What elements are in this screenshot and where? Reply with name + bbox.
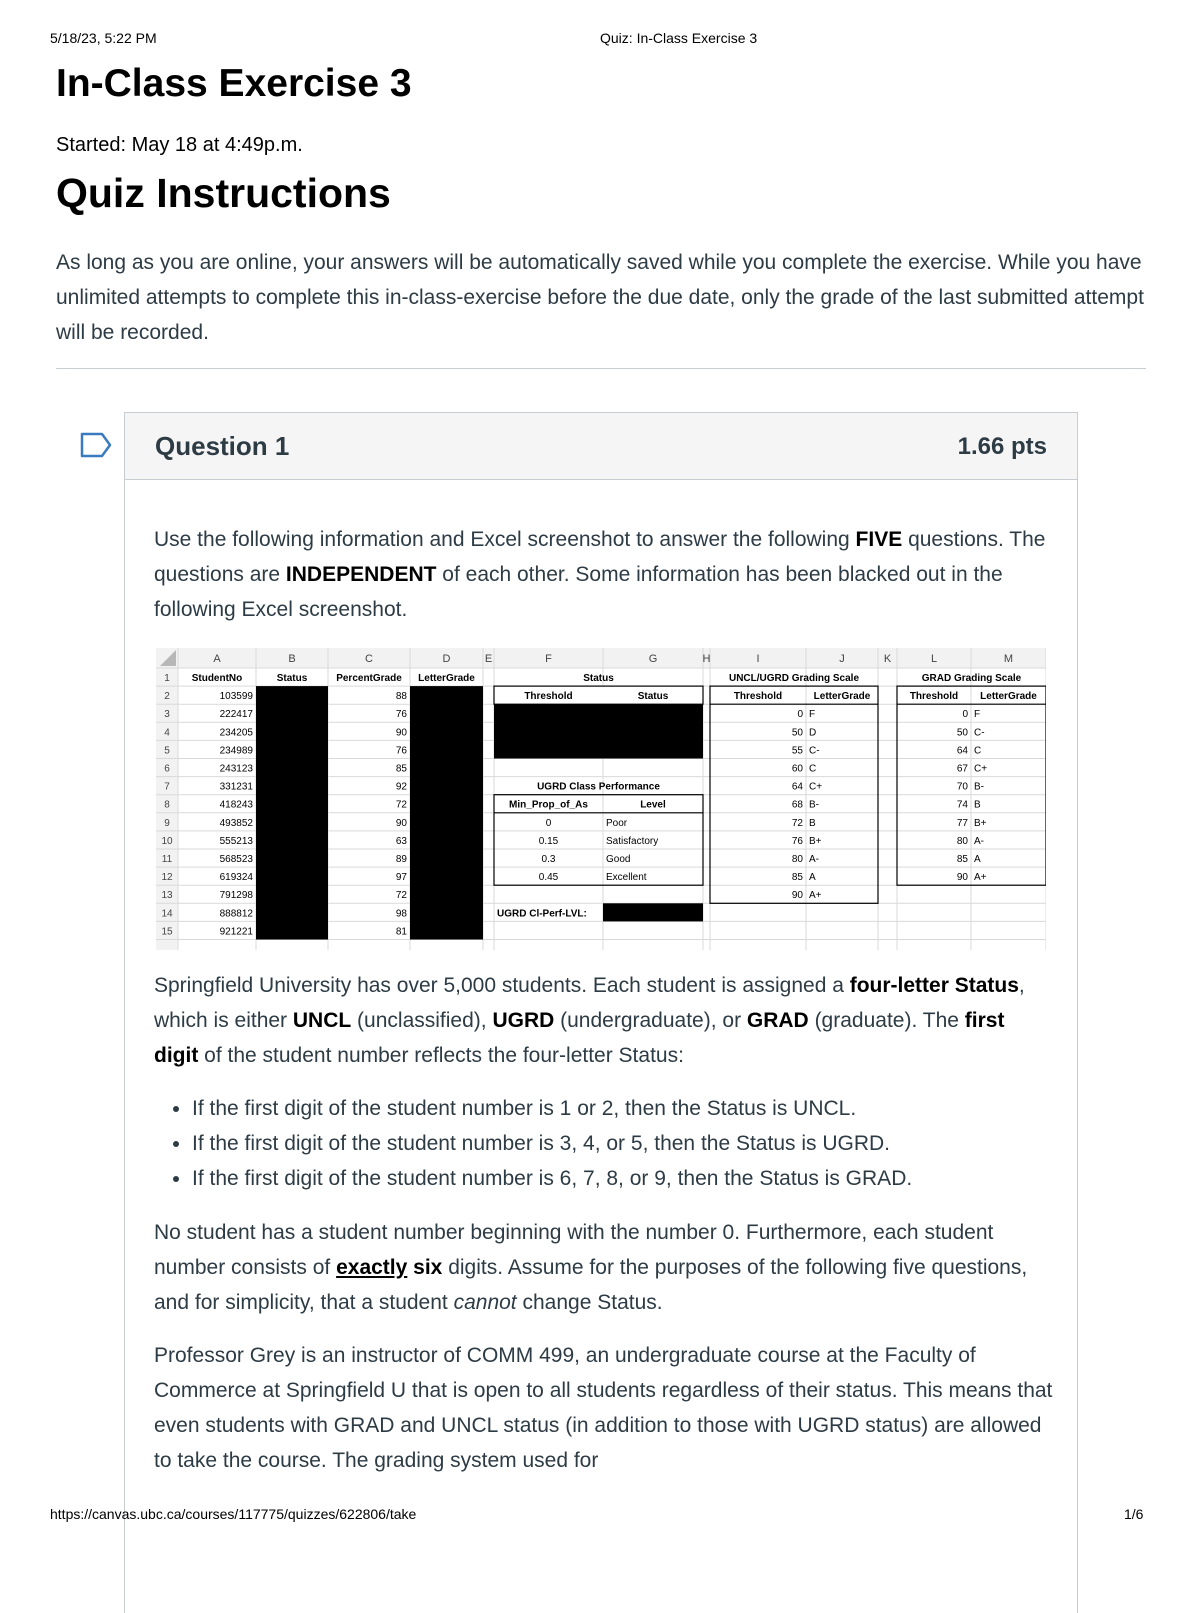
excel-uncl-grade: A+ bbox=[809, 890, 822, 902]
excel-grad-threshold: 70 bbox=[956, 781, 968, 793]
excel-grad-grade: F bbox=[974, 709, 981, 721]
excel-grad-grade: C+ bbox=[974, 763, 988, 775]
quiz-instructions-text: As long as you are online, your answers will be automatically saved while you complete the exercise. While you have unlimited attempts to complete this in-class-exercise before the due date, only the grade of the last submitted attempt will be recorded. bbox=[56, 251, 1144, 344]
list-item: • If the first digit of the student number is 3, 4, or 5, then the Status is UGRD. bbox=[192, 1126, 912, 1161]
excel-uncl-threshold: 68 bbox=[791, 799, 803, 811]
excel-grad-grade: B- bbox=[974, 781, 984, 793]
excel-row-number: 15 bbox=[161, 926, 173, 938]
excel-cell-percentgrade: 72 bbox=[395, 799, 407, 811]
question-title: Question 1 bbox=[155, 431, 290, 461]
print-page-title: Quiz: In-Class Exercise 3 bbox=[600, 30, 758, 46]
excel-grad-grade: A- bbox=[974, 835, 984, 847]
excel-cell-studentno: 243123 bbox=[219, 763, 253, 775]
quiz-title: In-Class Exercise 3 bbox=[56, 62, 412, 105]
question-intro: Use the following information and Excel screenshot to answer the following FIVE questions. The questions are INDEPENDENT of each other. Some information has been blacked out in the following Excel screenshot. bbox=[154, 528, 1046, 621]
excel-cell-studentno: 418243 bbox=[219, 799, 253, 811]
excel-ugrd-perf-h1: Min_Prop_of_As bbox=[509, 799, 588, 811]
excel-uncl-grade: A- bbox=[809, 854, 819, 865]
excel-cell-percentgrade: 92 bbox=[395, 781, 407, 793]
status-rules-list bbox=[154, 1091, 912, 1196]
flag-question-icon[interactable] bbox=[80, 432, 112, 463]
excel-uncl-scale-h2: LetterGrade bbox=[813, 691, 871, 703]
excel-uncl-grade: C- bbox=[809, 745, 820, 757]
excel-grad-grade: A+ bbox=[974, 872, 987, 884]
professor-paragraph: Professor Grey is an instructor of COMM 499, an undergraduate course at the Faculty of Commerce at Springfield U that is open to all students regardless of their status. This means that even students with GRAD and UNCL status (in addition to those with UGRD status) are allowed to take the course. The grading system used for bbox=[154, 1344, 1053, 1472]
excel-row-number: 6 bbox=[164, 763, 170, 775]
excel-column-letter: D bbox=[442, 653, 451, 665]
excel-uncl-threshold: 55 bbox=[791, 745, 803, 757]
quiz-instructions-heading: Quiz Instructions bbox=[56, 170, 391, 216]
excel-cell-studentno: 921221 bbox=[219, 926, 253, 938]
excel-ugrd-perf-level: Excellent bbox=[606, 872, 647, 884]
excel-uncl-scale-title: UNCL/UGRD Grading Scale bbox=[728, 673, 860, 684]
excel-cell-studentno: 888812 bbox=[219, 908, 253, 920]
excel-column-letter: E bbox=[484, 653, 493, 665]
excel-header-status: Status bbox=[276, 673, 308, 684]
excel-grad-grade: C- bbox=[974, 727, 985, 739]
excel-screenshot bbox=[156, 648, 1046, 950]
list-item: • If the first digit of the student number is 6, 7, 8, or 9, then the Status is GRAD. bbox=[192, 1161, 912, 1196]
excel-ugrd-perf-h2: Level bbox=[640, 799, 666, 811]
question-points: 1.66 pts bbox=[957, 433, 1047, 460]
excel-uncl-grade: D bbox=[809, 727, 817, 739]
excel-uncl-grade: B- bbox=[809, 799, 819, 811]
excel-uncl-grade: A bbox=[809, 872, 816, 884]
excel-row-number: 5 bbox=[164, 745, 170, 757]
excel-row-number: 14 bbox=[161, 908, 173, 920]
excel-uncl-threshold: 50 bbox=[791, 727, 803, 739]
excel-column-letter: H bbox=[702, 653, 711, 665]
excel-uncl-threshold: 85 bbox=[791, 872, 803, 884]
excel-cell-percentgrade: 81 bbox=[395, 926, 407, 938]
excel-cell-studentno: 222417 bbox=[219, 709, 253, 721]
excel-grad-grade: B+ bbox=[974, 817, 987, 829]
excel-grad-scale-h2: LetterGrade bbox=[980, 691, 1037, 703]
excel-ugrd-perf-prop: 0.15 bbox=[538, 835, 559, 847]
excel-row-number: 9 bbox=[164, 817, 170, 829]
excel-blackout-lettergrade bbox=[410, 686, 483, 939]
excel-header-lettergrade: LetterGrade bbox=[418, 673, 475, 684]
excel-column-letter: I bbox=[756, 653, 760, 665]
excel-cell-percentgrade: 76 bbox=[395, 709, 407, 721]
excel-cell-studentno: 234205 bbox=[219, 727, 253, 739]
excel-cell-studentno: 791298 bbox=[219, 890, 253, 902]
excel-uncl-grade: C+ bbox=[809, 781, 823, 793]
excel-grad-threshold: 74 bbox=[956, 799, 968, 811]
print-url: https://canvas.ubc.ca/courses/117775/quizzes/622806/take bbox=[50, 1506, 417, 1522]
excel-cell-percentgrade: 90 bbox=[395, 817, 407, 829]
excel-row-number: 10 bbox=[161, 835, 173, 847]
excel-cell-studentno: 234989 bbox=[219, 745, 253, 757]
excel-grad-grade: A bbox=[974, 854, 981, 865]
excel-cell-percentgrade: 88 bbox=[395, 691, 407, 703]
excel-uncl-threshold: 80 bbox=[791, 854, 803, 865]
excel-ugrd-perf-level: Good bbox=[606, 854, 631, 865]
excel-status-table-title: Status bbox=[583, 673, 614, 684]
excel-status-table-h2: Status bbox=[637, 691, 669, 703]
excel-cell-studentno: 331231 bbox=[219, 781, 253, 793]
excel-cell-percentgrade: 97 bbox=[395, 872, 407, 884]
excel-ugrd-perf-level: Poor bbox=[606, 817, 628, 829]
excel-grad-grade: C bbox=[974, 745, 982, 757]
excel-ugrd-perf-prop: 0.3 bbox=[541, 854, 556, 865]
excel-uncl-threshold: 64 bbox=[791, 781, 803, 793]
excel-status-table-h1: Threshold bbox=[524, 691, 573, 703]
excel-cell-studentno: 619324 bbox=[219, 872, 253, 884]
excel-ugrd-perf-level: Satisfactory bbox=[606, 835, 659, 847]
excel-grad-threshold: 0 bbox=[962, 709, 968, 721]
excel-row-number: 7 bbox=[164, 781, 170, 793]
excel-row-number: 1 bbox=[164, 673, 170, 684]
excel-uncl-threshold: 0 bbox=[797, 709, 803, 721]
divider bbox=[56, 368, 1146, 369]
excel-column-letter: K bbox=[883, 653, 892, 665]
excel-header-percentgrade: PercentGrade bbox=[336, 673, 402, 684]
excel-column-letter: C bbox=[365, 653, 373, 665]
excel-blackout-status bbox=[256, 686, 328, 939]
excel-grad-scale-title: GRAD Grading Scale bbox=[921, 673, 1022, 684]
excel-uncl-grade: B bbox=[809, 817, 816, 829]
excel-ugrd-perf-prop: 0 bbox=[545, 817, 552, 829]
excel-row-number: 13 bbox=[161, 890, 173, 902]
excel-cell-studentno: 103599 bbox=[219, 691, 253, 703]
excel-row-number: 3 bbox=[164, 709, 170, 721]
excel-cell-percentgrade: 63 bbox=[395, 835, 407, 847]
excel-row-number: 4 bbox=[164, 727, 170, 739]
excel-column-letter: M bbox=[1003, 653, 1014, 665]
excel-blackout-ugrd-perf-result bbox=[603, 903, 703, 921]
excel-grad-scale-h1: Threshold bbox=[909, 691, 959, 703]
excel-grad-threshold: 80 bbox=[956, 835, 968, 847]
excel-ugrd-perf-prop: 0.45 bbox=[538, 872, 559, 884]
excel-blackout-status-table bbox=[494, 704, 703, 758]
excel-uncl-grade: C bbox=[809, 763, 817, 775]
excel-uncl-threshold: 76 bbox=[791, 835, 803, 847]
excel-column-letter: B bbox=[288, 653, 296, 665]
excel-uncl-scale-h1: Threshold bbox=[733, 691, 783, 703]
excel-grad-threshold: 50 bbox=[956, 727, 968, 739]
question-header bbox=[125, 413, 1077, 480]
excel-ugrd-perf-result-label: UGRD Cl-Perf-LVL: bbox=[497, 908, 587, 920]
excel-grad-threshold: 85 bbox=[956, 854, 968, 865]
excel-uncl-threshold: 90 bbox=[791, 890, 803, 902]
student-number-paragraph: No student has a student number beginning with the number 0. Furthermore, each student number consists of exactly six digits. Assume for the purposes of the following five questions, and for simplicity, that a student cannot change Status. bbox=[154, 1221, 1028, 1314]
excel-cell-percentgrade: 76 bbox=[395, 745, 407, 757]
print-page-number: 1/6 bbox=[1124, 1506, 1144, 1522]
excel-cell-percentgrade: 85 bbox=[395, 763, 407, 775]
excel-cell-studentno: 568523 bbox=[219, 854, 253, 865]
excel-grad-threshold: 90 bbox=[956, 872, 968, 884]
excel-column-letter: A bbox=[213, 653, 221, 665]
excel-row-number: 11 bbox=[161, 854, 173, 865]
excel-grad-threshold: 77 bbox=[956, 817, 968, 829]
excel-grad-threshold: 64 bbox=[956, 745, 968, 757]
excel-grad-grade: B bbox=[974, 799, 981, 811]
excel-cell-percentgrade: 90 bbox=[395, 727, 407, 739]
excel-uncl-grade: F bbox=[809, 709, 816, 721]
excel-cell-studentno: 555213 bbox=[219, 835, 253, 847]
excel-cell-studentno: 493852 bbox=[219, 817, 253, 829]
excel-cell-percentgrade: 98 bbox=[395, 908, 407, 920]
excel-row-number: 12 bbox=[161, 872, 173, 884]
excel-row-number: 2 bbox=[164, 691, 170, 703]
excel-column-letter: G bbox=[648, 653, 658, 665]
excel-uncl-threshold: 60 bbox=[791, 763, 803, 775]
excel-uncl-grade: B+ bbox=[809, 835, 822, 847]
excel-cell-percentgrade: 72 bbox=[395, 890, 407, 902]
excel-column-letter: L bbox=[930, 653, 938, 665]
excel-column-letter: J bbox=[839, 653, 845, 665]
excel-ugrd-perf-title: UGRD Class Performance bbox=[537, 781, 660, 793]
excel-cell-percentgrade: 89 bbox=[395, 854, 407, 865]
quiz-started-time: Started: May 18 at 4:49p.m. bbox=[56, 134, 303, 156]
print-datetime: 5/18/23, 5:22 PM bbox=[50, 30, 157, 46]
excel-grad-threshold: 67 bbox=[956, 763, 968, 775]
excel-column-letter: F bbox=[545, 653, 552, 665]
excel-header-studentno: StudentNo bbox=[191, 673, 243, 684]
excel-row-number: 8 bbox=[164, 799, 170, 811]
status-paragraph: Springfield University has over 5,000 students. Each student is assigned a four-letter Status, which is either UNCL (unclassified), UGRD (undergraduate), or GRAD (graduate). The first digit of the student number reflects the four-letter Status: bbox=[154, 974, 1025, 1067]
list-item: • If the first digit of the student number is 1 or 2, then the Status is UNCL. bbox=[192, 1091, 912, 1126]
excel-uncl-threshold: 72 bbox=[791, 817, 803, 829]
